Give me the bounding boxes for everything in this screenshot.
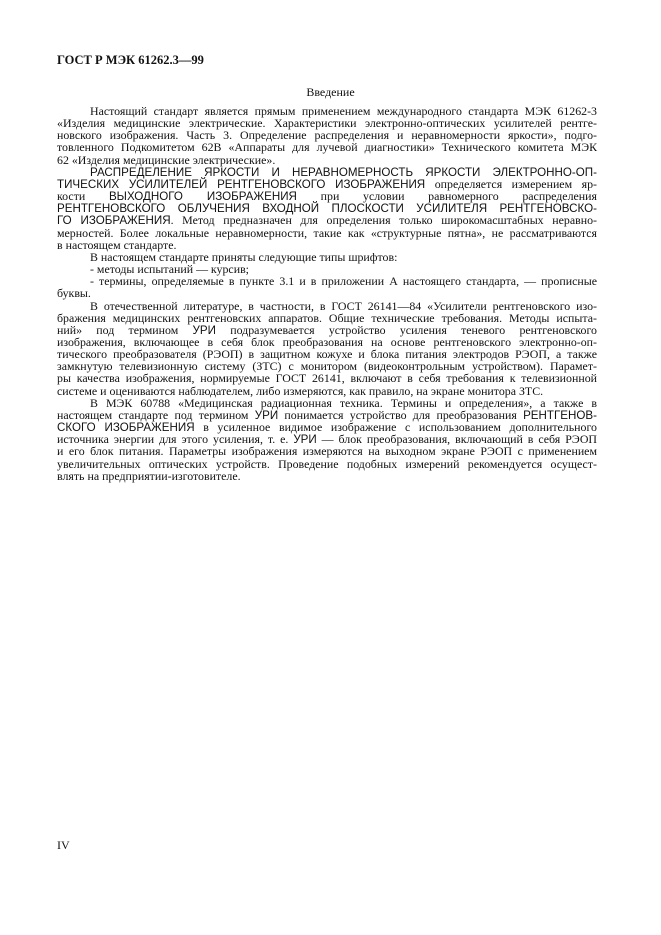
body-text: «Изделия медицинские электрические. Характеристики электронно-оптических усилителей рентге- <box>57 116 597 131</box>
text-line <box>57 190 597 202</box>
body-text: замкнутую телевизионную систему (ЗТС) с монитором (видеоконтрольным устройством). Парамет- <box>57 359 597 374</box>
body-text: системе и оцениваются наблюдателем, либо измеряются, как правило, на экране монитора ЗТС. <box>57 383 544 398</box>
body-text: В отечественной литературе, в частности, в ГОСТ 26141—84 «Усилители рентгеновского изо- <box>90 298 597 313</box>
body-text: бражения медицинских рентгеновских аппаратов. Общие технические требования. Методы испыта- <box>57 310 597 325</box>
term-text: УРИ <box>192 323 216 337</box>
term-text: ТИЧЕСКИХ УСИЛИТЕЛЕЙ РЕНТГЕНОВСКОГО ИЗОБРАЖЕНИЯ <box>57 177 426 191</box>
body-text: увеличительных оптических устройств. Проведение подобных измерений рекомендуется осущест- <box>57 456 597 471</box>
body-text: в усиленное видимое изображение с использованием дополнительного <box>194 420 598 435</box>
document-body <box>57 105 597 482</box>
body-text: Настоящий стандарт является прямым применением международного стандарта МЭК 61262-3 <box>90 104 597 118</box>
body-text: понимается устройство для преобразования <box>278 407 524 422</box>
body-text: ры качества изображения, нормируемые ГОСТ 26141, включают в себя требования к телевизионной <box>57 371 597 386</box>
body-text: источника энергии для этого усиления, т. е. <box>57 432 294 447</box>
body-text: в настоящем стандарте. <box>57 237 177 252</box>
term-text: РЕНТГЕНОВ- <box>523 408 597 422</box>
body-text: товленного Подкомитетом 62В «Аппараты для лучевой диагностики» Технического комитета МЭК <box>57 140 597 155</box>
body-text: при условии равномерного распределения <box>296 189 597 204</box>
text-line <box>57 470 597 482</box>
body-text: подразумевается устройство усиления теневого рентгеновского <box>215 322 598 337</box>
body-text: изображения, включающее в себя блок преобразования на основе рентгеновского электронно-оп- <box>57 334 597 349</box>
text-line <box>57 154 597 166</box>
body-text: мерностей. Более локальные неравномерности, такие как «структурные пятна», не рассматриваются <box>57 225 597 240</box>
section-title: Введение <box>306 85 355 99</box>
term-text: УРИ <box>293 433 317 447</box>
body-text: В МЭК 60788 «Медицинская радиационная техника. Термины и определения», а также в <box>90 395 597 410</box>
body-text: новского изображения. Часть 3. Определение распределения и неравномерности яркости», подго- <box>57 128 597 143</box>
term-text: УРИ <box>254 408 279 422</box>
body-text: кости <box>57 189 109 204</box>
body-text: - термины, определяемые в пункте 3.1 и в приложении А настоящего стандарта, — прописные <box>90 274 597 289</box>
term-text: РЕНТГЕНОВСКОГО ОБЛУЧЕНИЯ ВХОДНОЙ ПЛОСКОСТИ УСИЛИТЕЛЯ РЕНТГЕНОВСКО- <box>57 202 597 216</box>
body-text: 62 «Изделия медицинские электрические». <box>57 152 276 167</box>
term-text: ВЫХОДНОГО ИЗОБРАЖЕНИЯ <box>108 190 297 204</box>
body-text: настоящем стандарте под термином <box>57 407 255 422</box>
body-text: определяется измерением яр- <box>425 176 597 191</box>
term-text: СКОГО ИЗОБРАЖЕНИЯ <box>57 421 195 435</box>
body-text: — блок преобразования, включающий в себя РЭОП <box>316 432 597 447</box>
body-text: тического преобразователя (РЭОП) в защитном кожухе и блока питания электродов РЭОП, а также <box>57 347 597 362</box>
body-text: . Метод предназначен для определения только широкомасштабных неравно- <box>170 213 598 228</box>
body-text: В настоящем стандарте приняты следующие типы шрифтов: <box>90 249 398 264</box>
body-text: и его блок питания. Параметры изображения измеряются на выходном экране РЭОП с применением <box>57 444 597 459</box>
term-text: ГО ИЗОБРАЖЕНИЯ <box>57 214 171 228</box>
body-text: буквы. <box>57 286 91 301</box>
body-text: ний» под термином <box>57 322 193 337</box>
term-text: РАСПРЕДЕЛЕНИЕ ЯРКОСТИ И НЕРАВНОМЕРНОСТЬ ЯРКОСТИ ЭЛЕКТРОННО-ОП- <box>90 165 597 179</box>
document-header: ГОСТ Р МЭК 61262.3—99 <box>57 53 204 67</box>
text-line <box>57 275 597 287</box>
body-text: - методы испытаний — курсив; <box>90 262 249 277</box>
body-text: влять на предприятии-изготовителе. <box>57 468 241 483</box>
page-number: IV <box>57 838 70 852</box>
